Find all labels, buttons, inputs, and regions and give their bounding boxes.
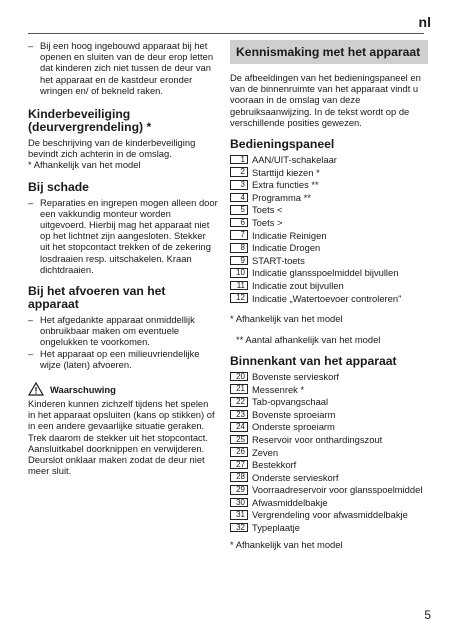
header-rule (28, 33, 424, 34)
list-item (230, 396, 428, 407)
intro-heading-box: Kennismaking met het apparaat (230, 40, 428, 64)
item-label: Voorraadreservoir voor glansspoelmiddel (252, 484, 423, 496)
item-label: Tab-opvangschaal (252, 396, 329, 408)
child-lock-note: * Afhankelijk van het model (28, 159, 141, 171)
page-number: 5 (424, 608, 431, 622)
item-number-box: 1 (230, 155, 248, 165)
child-lock-text: De beschrijving van de kinderbeveiliging bevindt zich achterin in de omslag. (28, 137, 196, 160)
warning-label: Waarschuwing (50, 383, 116, 395)
list-item (230, 484, 428, 495)
item-label: Vergrendeling voor afwasmiddelbakje (252, 509, 408, 521)
list-item (230, 371, 428, 382)
disposal-text-2: Het apparaat op een milieuvriendelijke wijze (laten) afvoeren. (40, 347, 200, 370)
list-item (230, 447, 428, 458)
list-item (230, 242, 428, 253)
control-panel-note-2: ** Aantal afhankelijk van het model (236, 333, 381, 345)
item-label: AAN/UIT-schakelaar (252, 154, 337, 166)
dash-marker: – (28, 40, 34, 51)
interior-list (230, 371, 428, 533)
interior-note: * Afhankelijk van het model (230, 539, 343, 551)
child-lock-heading: Kinderbeveiliging (deurvergrendeling) * (28, 107, 152, 135)
list-item (230, 179, 428, 190)
item-number-box: 5 (230, 205, 248, 215)
intro-dash-text: Bij een hoog ingebouwd apparaat bij het openen en sluiten van de deur erop letten dat kinderen zich niet tussen de deur van het apparaat en de kastdeur eronder wringen en/ of bekneld raken. (40, 40, 214, 96)
disposal-heading: Bij het afvoeren van het apparaat (28, 284, 166, 312)
item-label: Zeven (252, 446, 279, 458)
item-number-box: 6 (230, 218, 248, 228)
item-number-box: 27 (230, 460, 248, 470)
item-label: Typeplaatje (252, 522, 300, 534)
dash-marker: – (28, 196, 34, 208)
item-label: Bestekkorf (252, 459, 297, 471)
item-number-box: 24 (230, 422, 248, 432)
control-panel-list (230, 154, 428, 304)
item-number-box: 10 (230, 268, 248, 278)
item-number-box: 26 (230, 447, 248, 457)
item-label: Afwasmiddelbakje (252, 496, 328, 508)
damage-dash-item (28, 197, 218, 275)
control-panel-heading: Bedieningspaneel (230, 137, 335, 152)
list-item (230, 230, 428, 241)
item-label: Indicatie glansspoelmiddel bijvullen (252, 267, 399, 279)
item-number-box: 28 (230, 472, 248, 482)
item-number-box: 11 (230, 281, 248, 291)
language-code: nl (418, 14, 431, 30)
dash-marker: – (28, 314, 34, 326)
item-label: Indicatie Drogen (252, 242, 321, 254)
item-number-box: 8 (230, 243, 248, 253)
disposal-dash-item-2 (28, 348, 218, 370)
item-number-box: 9 (230, 256, 248, 266)
list-item (230, 255, 428, 266)
right-column (230, 40, 428, 560)
item-label: Onderste servieskorf (252, 471, 339, 483)
warning-triangle-icon (28, 382, 44, 396)
list-item (230, 409, 428, 420)
damage-text: Reparaties en ingrepen mogen alleen door een vakkundig monteur worden uitgevoerd. Hierbij mag het apparaat niet op het lichtnet zijn aangesloten. Stekker uit het stopcontact trekken of de zekering losdraaien resp. uitschakelen. Kraan dichtdraaien. (40, 196, 218, 275)
list-item (230, 267, 428, 278)
list-item (230, 154, 428, 165)
item-label: Indicatie „Watertoevoer controleren" (252, 292, 402, 304)
warning-heading (28, 382, 218, 396)
item-label: Toets > (252, 216, 283, 228)
item-number-box: 25 (230, 435, 248, 445)
list-item (230, 384, 428, 395)
intro-dash-item (28, 40, 218, 96)
list-item (230, 293, 428, 304)
list-item (230, 192, 428, 203)
item-number-box: 30 (230, 498, 248, 508)
list-item (230, 421, 428, 432)
list-item (230, 497, 428, 508)
list-item (230, 522, 428, 533)
damage-heading: Bij schade (28, 179, 89, 194)
warning-text-2: Trek daarom de stekker uit het stopcontact. Aansluitkabel doorknippen en verwijderen. Deurslot onklaar maken zodat de deur niet meer sluit. (28, 431, 208, 477)
item-label: Messenrek * (252, 383, 305, 395)
item-label: Bovenste servieskorf (252, 370, 340, 382)
item-label: Reservoir voor onthardingszout (252, 433, 383, 445)
list-item (230, 204, 428, 215)
list-item (230, 280, 428, 291)
item-number-box: 32 (230, 523, 248, 533)
control-panel-note-1: * Afhankelijk van het model (230, 313, 343, 325)
item-label: Extra functies ** (252, 179, 319, 191)
item-label: Indicatie zout bijvullen (252, 279, 344, 291)
list-item (230, 472, 428, 483)
item-label: START-toets (252, 254, 305, 266)
item-number-box: 20 (230, 372, 248, 382)
item-number-box: 2 (230, 167, 248, 177)
item-number-box: 31 (230, 510, 248, 520)
left-column (28, 40, 218, 476)
item-number-box: 29 (230, 485, 248, 495)
interior-heading: Binnenkant van het apparaat (230, 353, 397, 368)
disposal-dash-item-1 (28, 314, 218, 348)
item-number-box: 12 (230, 293, 248, 303)
intro-text: De afbeeldingen van het bedieningspaneel en van de binnenruimte van het apparaat vindt u vooraan in de omslag van deze gebruiksaanwijzing. In de tekst wordt op de verschillende posities gewezen. (230, 72, 421, 128)
item-number-box: 22 (230, 397, 248, 407)
item-number-box: 4 (230, 193, 248, 203)
item-label: Onderste sproeiarm (252, 421, 335, 433)
item-number-box: 7 (230, 230, 248, 240)
disposal-text-1: Het afgedankte apparaat onmiddellijk onbruikbaar maken om eventuele ongelukken te voorkomen. (40, 314, 195, 348)
list-item (230, 167, 428, 178)
dash-marker: – (28, 347, 34, 359)
item-number-box: 3 (230, 180, 248, 190)
item-label: Bovenste sproeiarm (252, 408, 336, 420)
item-label: Indicatie Reinigen (252, 229, 327, 241)
item-number-box: 21 (230, 384, 248, 394)
item-number-box: 23 (230, 410, 248, 420)
item-label: Programma ** (252, 191, 311, 203)
item-label: Toets < (252, 204, 283, 216)
list-item (230, 434, 428, 445)
list-item (230, 509, 428, 520)
warning-text-1: Kinderen kunnen zichzelf tijdens het spelen in het apparaat opsluiten (kans op stikken) of in een andere gevaarlijke situatie geraken. (28, 398, 215, 432)
list-item (230, 217, 428, 228)
list-item (230, 459, 428, 470)
item-label: Starttijd kiezen * (252, 166, 320, 178)
